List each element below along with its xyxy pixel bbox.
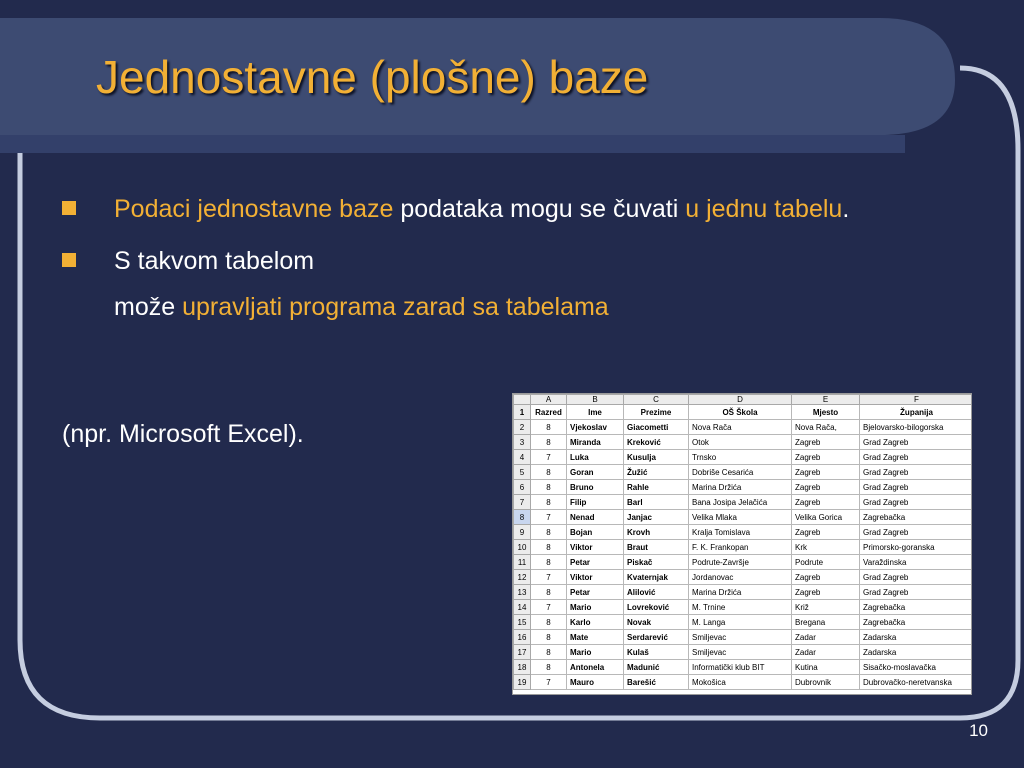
table-cell: Nenad	[567, 510, 624, 525]
table-cell: Grad Zagreb	[860, 585, 973, 600]
table-row	[514, 600, 973, 615]
table-cell: Razred	[531, 405, 567, 420]
table-cell: 8	[531, 645, 567, 660]
table-cell: Zagreb	[792, 435, 860, 450]
table-cell: Madunić	[624, 660, 689, 675]
table-cell: Zagreb	[792, 585, 860, 600]
bullet-item-2	[62, 238, 862, 330]
table-cell: OŠ Škola	[689, 405, 792, 420]
bullet-item-1	[62, 186, 862, 232]
table-row	[514, 450, 973, 465]
table-row	[514, 615, 973, 630]
square-bullet-icon	[62, 253, 76, 267]
table-cell: Karlo	[567, 615, 624, 630]
row-number: 16	[514, 630, 531, 645]
table-cell: Grad Zagreb	[860, 465, 973, 480]
table-row	[514, 630, 973, 645]
table-row	[514, 435, 973, 450]
table-cell: Smiljevac	[689, 645, 792, 660]
row-number: 14	[514, 600, 531, 615]
table-cell: Zagrebačka	[860, 600, 973, 615]
table-cell: Alilović	[624, 585, 689, 600]
table-cell: Kreković	[624, 435, 689, 450]
row-number: 11	[514, 555, 531, 570]
table-cell: Petar	[567, 555, 624, 570]
table-cell: F. K. Frankopan	[689, 540, 792, 555]
table-cell: Zagreb	[792, 570, 860, 585]
table-cell: Mate	[567, 630, 624, 645]
table-cell: Podrute	[792, 555, 860, 570]
table-cell: Petar	[567, 585, 624, 600]
table-cell: Miranda	[567, 435, 624, 450]
table-row	[514, 420, 973, 435]
table-cell: Nova Rača,	[792, 420, 860, 435]
spreadsheet-screenshot	[512, 393, 972, 695]
table-cell: Goran	[567, 465, 624, 480]
table-cell: Marina Držića	[689, 480, 792, 495]
column-header: C	[624, 395, 689, 405]
table-row	[514, 510, 973, 525]
table-cell: Kralja Tomislava	[689, 525, 792, 540]
table-cell: Filip	[567, 495, 624, 510]
spreadsheet-table	[513, 394, 972, 690]
table-cell: 7	[531, 600, 567, 615]
table-cell: Grad Zagreb	[860, 525, 973, 540]
row-number: 12	[514, 570, 531, 585]
table-cell: 7	[531, 450, 567, 465]
table-cell: Mario	[567, 600, 624, 615]
table-cell: Kulaš	[624, 645, 689, 660]
table-cell: Velika Gorica	[792, 510, 860, 525]
table-cell: Mario	[567, 645, 624, 660]
table-cell: M. Langa	[689, 615, 792, 630]
table-cell: Mauro	[567, 675, 624, 690]
table-cell: Bregana	[792, 615, 860, 630]
plain-text: podataka mogu se čuvati	[393, 195, 686, 223]
table-cell: Mokošica	[689, 675, 792, 690]
plain-text: može	[114, 293, 183, 321]
row-number: 3	[514, 435, 531, 450]
table-cell: Lovreković	[624, 600, 689, 615]
select-all-corner	[514, 395, 531, 405]
plain-text: .	[842, 195, 850, 223]
table-cell: Grad Zagreb	[860, 450, 973, 465]
table-cell: Zagreb	[792, 525, 860, 540]
table-cell: 8	[531, 555, 567, 570]
table-cell: 8	[531, 525, 567, 540]
table-cell: 8	[531, 615, 567, 630]
bullet-2-text	[114, 247, 609, 321]
table-cell: 8	[531, 630, 567, 645]
table-cell: 8	[531, 495, 567, 510]
table-row	[514, 495, 973, 510]
row-number: 17	[514, 645, 531, 660]
table-cell: Grad Zagreb	[860, 435, 973, 450]
table-cell: Krovh	[624, 525, 689, 540]
table-cell: Sisačko-moslavačka	[860, 660, 973, 675]
row-number: 5	[514, 465, 531, 480]
table-cell: Bruno	[567, 480, 624, 495]
table-cell: 8	[531, 465, 567, 480]
column-header: F	[860, 395, 973, 405]
table-cell: Zagreb	[792, 480, 860, 495]
table-row	[514, 465, 973, 480]
table-cell: 8	[531, 420, 567, 435]
table-cell: Barešić	[624, 675, 689, 690]
table-cell: Velika Mlaka	[689, 510, 792, 525]
row-number: 19	[514, 675, 531, 690]
bullet-1-text	[114, 195, 849, 223]
table-row	[514, 585, 973, 600]
row-number: 15	[514, 615, 531, 630]
table-cell: Krk	[792, 540, 860, 555]
page-number: 10	[969, 721, 988, 740]
table-cell: Luka	[567, 450, 624, 465]
table-cell: Dubrovačko-neretvanska	[860, 675, 973, 690]
square-bullet-icon	[62, 201, 76, 215]
table-cell: Dubrovnik	[792, 675, 860, 690]
table-cell: Podrute-Završje	[689, 555, 792, 570]
table-row	[514, 660, 973, 675]
table-cell: 7	[531, 675, 567, 690]
table-cell: Novak	[624, 615, 689, 630]
table-cell: Zadarska	[860, 630, 973, 645]
table-cell: Primorsko-goranska	[860, 540, 973, 555]
table-cell: Marina Držića	[689, 585, 792, 600]
table-cell: 8	[531, 660, 567, 675]
plain-text: S takvom tabelom	[114, 247, 315, 275]
table-cell: Janjac	[624, 510, 689, 525]
row-number: 7	[514, 495, 531, 510]
row-number: 10	[514, 540, 531, 555]
column-header: A	[531, 395, 567, 405]
table-cell: Viktor	[567, 540, 624, 555]
table-cell: Barl	[624, 495, 689, 510]
table-cell: Antonela	[567, 660, 624, 675]
table-cell: Zadarska	[860, 645, 973, 660]
table-cell: 8	[531, 435, 567, 450]
column-header: E	[792, 395, 860, 405]
table-row	[514, 525, 973, 540]
table-cell: Dobriše Cesarića	[689, 465, 792, 480]
table-cell: Piskač	[624, 555, 689, 570]
table-cell: Trnsko	[689, 450, 792, 465]
spreadsheet-body	[514, 405, 973, 690]
bullet-list	[62, 186, 862, 336]
table-cell: Grad Zagreb	[860, 480, 973, 495]
table-row	[514, 555, 973, 570]
table-cell: Županija	[860, 405, 973, 420]
table-cell: 7	[531, 570, 567, 585]
table-cell: Otok	[689, 435, 792, 450]
row-number: 8	[514, 510, 531, 525]
table-cell: Varaždinska	[860, 555, 973, 570]
table-cell: Zagreb	[792, 465, 860, 480]
row-number: 18	[514, 660, 531, 675]
table-cell: Rahle	[624, 480, 689, 495]
highlight-text: Podaci jednostavne baze	[114, 195, 394, 223]
table-cell: Giacometti	[624, 420, 689, 435]
table-row	[514, 540, 973, 555]
row-number: 6	[514, 480, 531, 495]
table-cell: Vjekoslav	[567, 420, 624, 435]
table-cell: 8	[531, 585, 567, 600]
table-cell: Zadar	[792, 630, 860, 645]
highlight-text: u jednu tabelu	[685, 195, 843, 223]
table-cell: Zagrebačka	[860, 615, 973, 630]
slide-title: Jednostavne (plošne) baze	[96, 51, 649, 103]
table-cell: Kutina	[792, 660, 860, 675]
table-cell: Zagreb	[792, 495, 860, 510]
table-cell: Nova Rača	[689, 420, 792, 435]
column-header: D	[689, 395, 792, 405]
table-cell: Bana Josipa Jelačića	[689, 495, 792, 510]
table-cell: Viktor	[567, 570, 624, 585]
table-cell: Jordanovac	[689, 570, 792, 585]
table-cell: Prezime	[624, 405, 689, 420]
note-text: (npr. Microsoft Excel).	[62, 420, 304, 448]
table-cell: Braut	[624, 540, 689, 555]
table-cell: 8	[531, 480, 567, 495]
table-cell: Smiljevac	[689, 630, 792, 645]
table-cell: 8	[531, 540, 567, 555]
table-cell: Žužić	[624, 465, 689, 480]
row-number: 1	[514, 405, 531, 420]
table-cell: M. Trnine	[689, 600, 792, 615]
table-cell: Zadar	[792, 645, 860, 660]
table-cell: Grad Zagreb	[860, 495, 973, 510]
table-cell: Mjesto	[792, 405, 860, 420]
table-cell: Serdarević	[624, 630, 689, 645]
title-underline-band	[0, 135, 905, 153]
table-cell: Ime	[567, 405, 624, 420]
table-cell: Bjelovarsko-bilogorska	[860, 420, 973, 435]
row-number: 13	[514, 585, 531, 600]
table-cell: Zagrebačka	[860, 510, 973, 525]
table-row	[514, 645, 973, 660]
table-cell: Križ	[792, 600, 860, 615]
highlight-text: upravljati programa zarad sa tabelama	[182, 293, 609, 321]
table-cell: Bojan	[567, 525, 624, 540]
row-number: 2	[514, 420, 531, 435]
column-header: B	[567, 395, 624, 405]
table-cell: Informatički klub BIT	[689, 660, 792, 675]
table-cell: 7	[531, 510, 567, 525]
row-number: 4	[514, 450, 531, 465]
row-number: 9	[514, 525, 531, 540]
column-header-row	[514, 395, 973, 405]
table-cell: Kvaternjak	[624, 570, 689, 585]
table-row	[514, 570, 973, 585]
table-cell: Kusulja	[624, 450, 689, 465]
table-cell: Grad Zagreb	[860, 570, 973, 585]
table-cell: Zagreb	[792, 450, 860, 465]
table-header-row	[514, 405, 973, 420]
table-row	[514, 675, 973, 690]
table-row	[514, 480, 973, 495]
